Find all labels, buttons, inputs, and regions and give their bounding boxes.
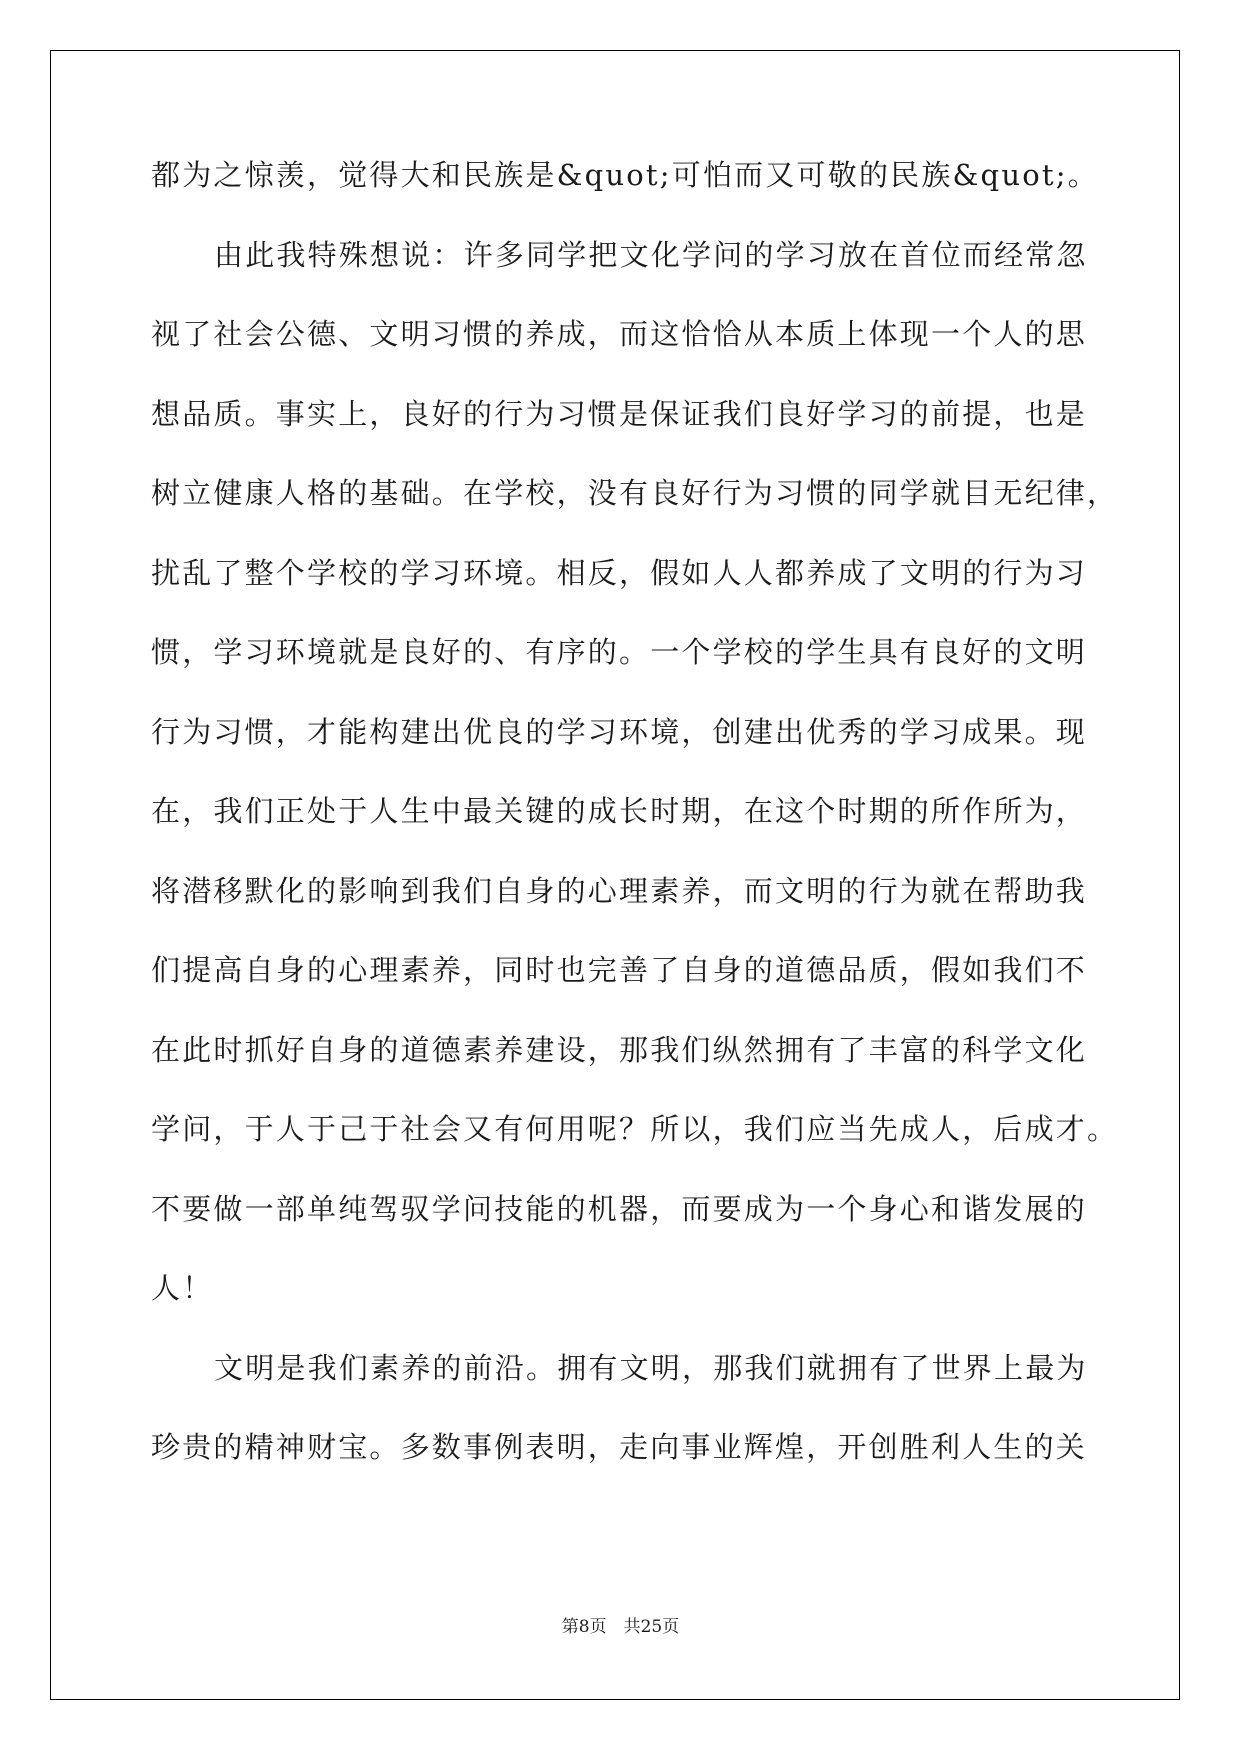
text-line: 树立健康人格的基础。在学校，没有良好行为习惯的同学就目无纪律， (151, 476, 1119, 510)
text-line: 惯，学习环境就是良好的、有序的。一个学校的学生具有良好的文明 (151, 635, 1088, 669)
text-line: 在，我们正处于人生中最关键的成长时期，在这个时期的所作所为， (151, 794, 1088, 828)
text-line: 视了社会公德、文明习惯的养成，而这恰恰从本质上体现一个人的思 (151, 317, 1088, 351)
text-line: 行为习惯，才能构建出优良的学习环境，创建出优秀的学习成果。现 (151, 714, 1088, 749)
text-line: 们提高自身的心理素养，同时也完善了自身的道德品质，假如我们不 (151, 953, 1088, 987)
text-line: 珍贵的精神财宝。多数事例表明，走向事业辉煌，开创胜利人生的关 (151, 1430, 1088, 1464)
text-line: 学问，于人于己于社会又有何用呢？所以，我们应当先成人，后成才。 (151, 1112, 1119, 1146)
text-line: 将潜移默化的影响到我们自身的心理素养，而文明的行为就在帮助我 (151, 873, 1088, 908)
text-line: 文明是我们素养的前沿。拥有文明，那我们就拥有了世界上最为 (214, 1350, 1088, 1385)
text-line: 人！ (151, 1271, 214, 1305)
page-number-footer: 第8页 共25页 (561, 1617, 680, 1637)
text-line: 不要做一部单纯驾驭学问技能的机器，而要成为一个身心和谐发展的 (151, 1191, 1088, 1226)
text-line: 扰乱了整个学校的学习环境。相反，假如人人都养成了文明的行为习 (151, 555, 1088, 590)
text-line: 在此时抓好自身的道德素养建设，那我们纵然拥有了丰富的科学文化 (151, 1032, 1088, 1067)
text-line: 想品质。事实上，良好的行为习惯是保证我们良好学习的前提，也是 (151, 396, 1088, 431)
text-line: 都为之惊羡，觉得大和民族是&quot;可怕而又可敬的民族&quot;。 (151, 158, 1099, 192)
text-line: 由此我特殊想说：许多同学把文化学问的学习放在首位而经常忽 (214, 237, 1088, 272)
document-body (151, 158, 1119, 1512)
